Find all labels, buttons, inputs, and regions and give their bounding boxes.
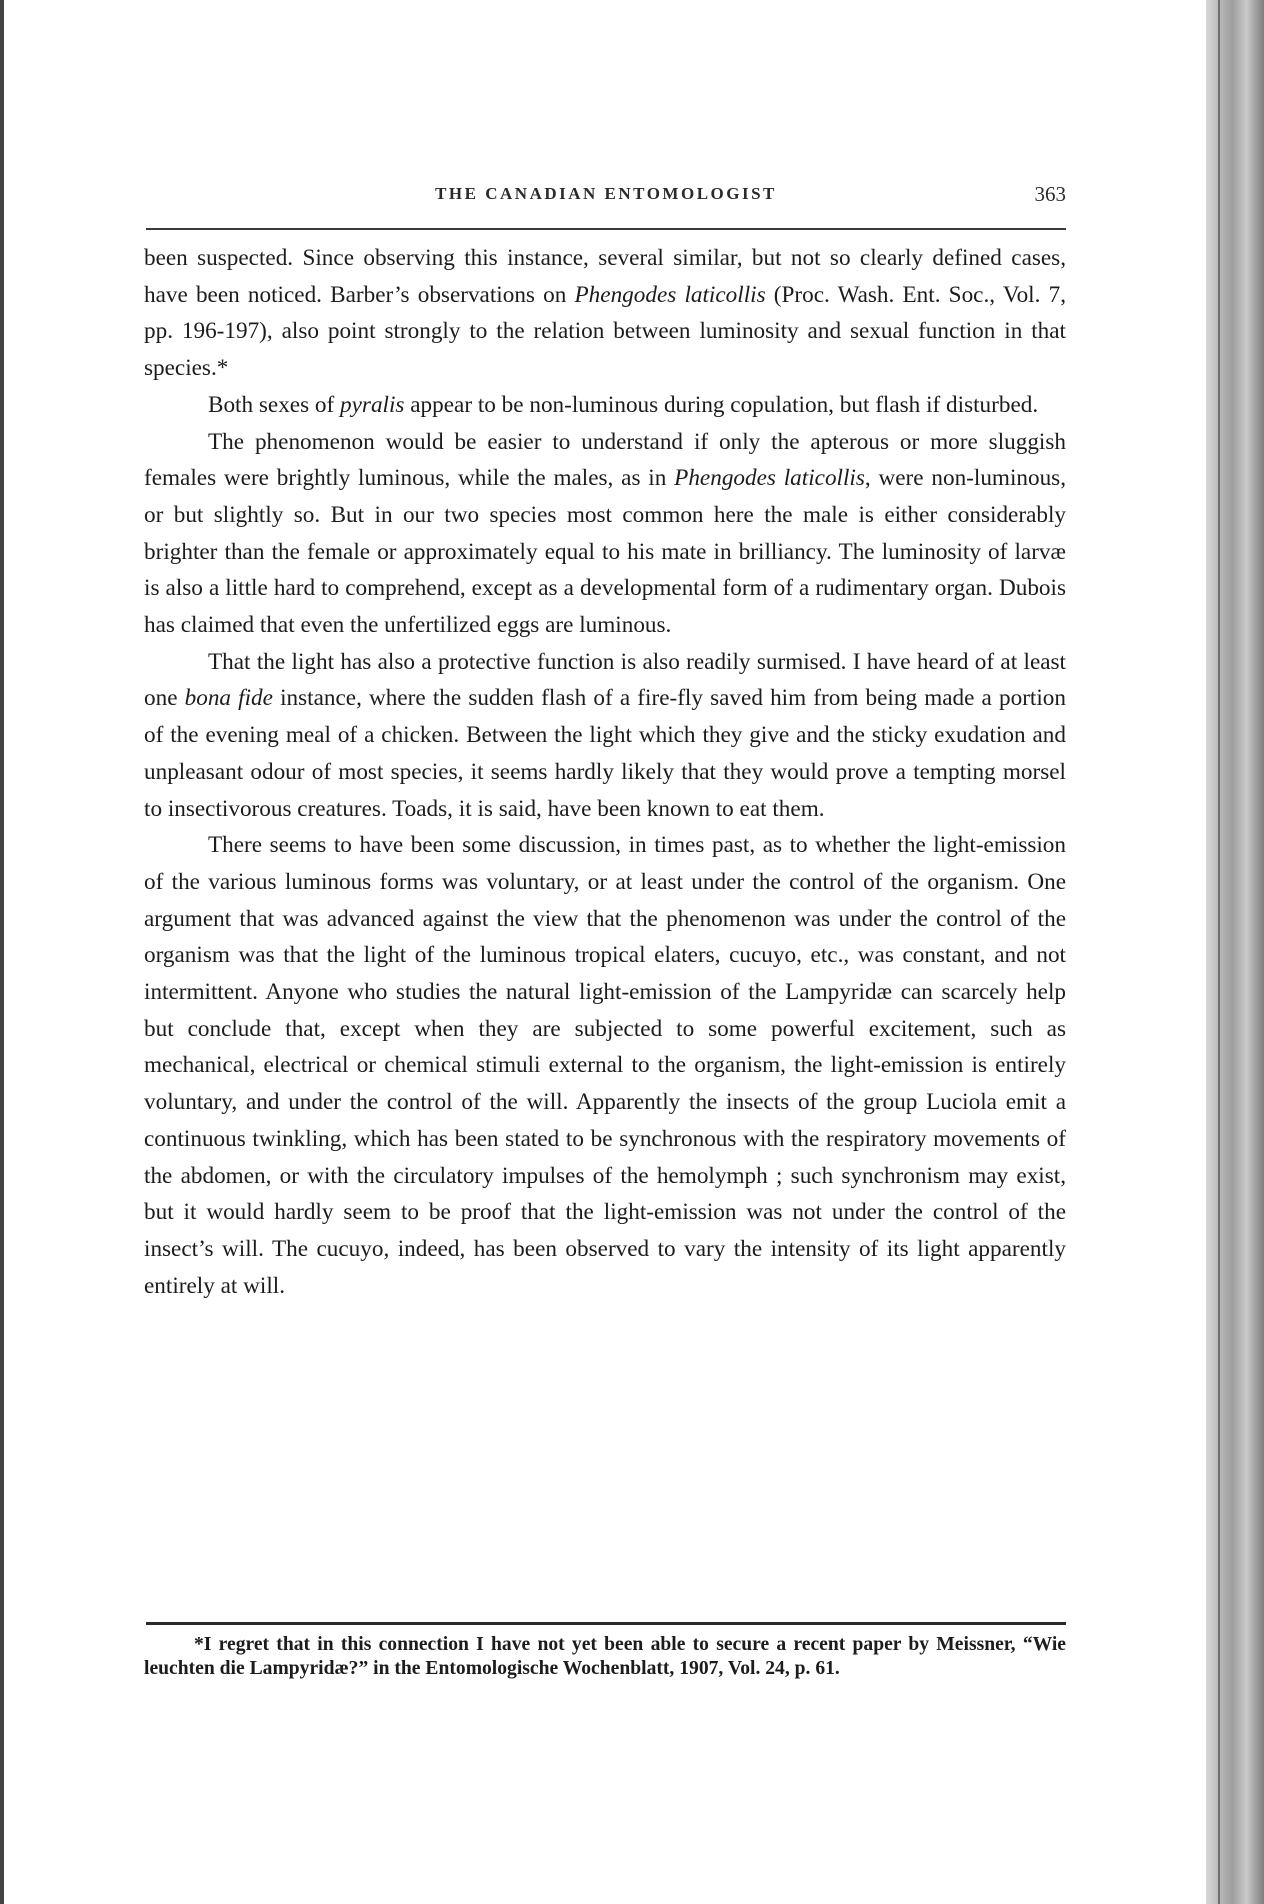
paragraph	[144, 387, 1066, 424]
footnote-rule	[146, 1622, 1066, 1625]
text-run: Both sexes of	[208, 391, 341, 418]
italic-text: pyralis	[340, 391, 405, 418]
scan-left-border	[0, 0, 4, 1904]
text-run: The phenomenon would be easier to understand if only the apterous or more sluggish females were brightly luminous, while the males, as in	[144, 428, 1066, 492]
text-run: appear to be non-luminous during copulation, but flash if disturbed.	[404, 391, 1039, 418]
italic-text: bona fide	[184, 685, 273, 712]
paragraph	[144, 827, 1066, 1304]
page-number: 363	[1034, 182, 1066, 206]
paragraph	[144, 424, 1066, 644]
page-header	[146, 184, 1066, 216]
header-rule	[146, 228, 1066, 230]
text-run: instance, where the sudden flash of a fire-fly saved him from being made a portion of the evening meal of a chicken. Between the light which they give and the sticky exudation and unpleasant odour of most species, it seems hardly likely that they would prove a tempting morsel to insectivorous creatures. Toads, it is said, have been known to eat them.	[144, 685, 1066, 822]
text-run: been suspected. Since observing this instance, several similar, but not so clearly defined cases, have been noticed. Barber’s observations on	[144, 245, 1066, 308]
book-gutter-line	[1218, 0, 1220, 1904]
paragraph	[144, 644, 1066, 828]
italic-text: Phengodes laticollis	[574, 281, 766, 308]
italic-text: Phengodes laticollis	[674, 465, 865, 492]
text-run: That the light has also a protective function is also readily surmised. I have heard of at least one	[144, 648, 1066, 712]
book-page-edge	[1206, 0, 1264, 1904]
footnote: *I regret that in this connection I have not yet been able to secure a recent paper by Meissner, “Wie leuchten die Lampyridæ?” in the Entomologische Wochenblatt, 1907, Vol. 24, p. 61.	[144, 1634, 1066, 1679]
article-body	[144, 240, 1066, 1304]
running-head: THE CANADIAN ENTOMOLOGIST	[435, 184, 777, 203]
text-run: , were non-luminous, or but slightly so. But in our two species most common here the male is either considerably brighter than the female or approximately equal to his mate in brilliancy. The luminosity of larvæ is also a little hard to comprehend, except as a developmental form of a rudimentary organ. Dubois has claimed that even the unfertilized eggs are luminous.	[144, 465, 1066, 639]
paragraph	[144, 240, 1066, 387]
text-run: (Proc. Wash. Ent. Soc., Vol. 7, pp. 196-197), also point strongly to the relation between luminosity and sexual function in that species.*	[144, 281, 1066, 382]
text-run: There seems to have been some discussion, in times past, as to whether the light-emission of the various luminous forms was voluntary, or at least under the control of the organism. One argument that was advanced against the view that the phenomenon was under the control of the organism was that the light of the luminous tropical elaters, cucuyo, etc., was constant, and not intermittent. Anyone who studies the natural light-emission of the Lampyridæ can scarcely help but conclude that, except when they are subjected to some powerful excitement, such as mechanical, electrical or chemical stimuli external to the organism, the light-emission is entirely voluntary, and under the control of the will. Apparently the insects of the group Luciola emit a continuous twinkling, which has been stated to be synchronous with the respiratory movements of the abdomen, or with the circulatory impulses of the hemolymph ; such synchronism may exist, but it would hardly seem to be proof that the light-emission was not under the control of the insect’s will. The cucuyo, indeed, has been observed to vary the intensity of its light apparently entirely at will.	[144, 832, 1066, 1299]
